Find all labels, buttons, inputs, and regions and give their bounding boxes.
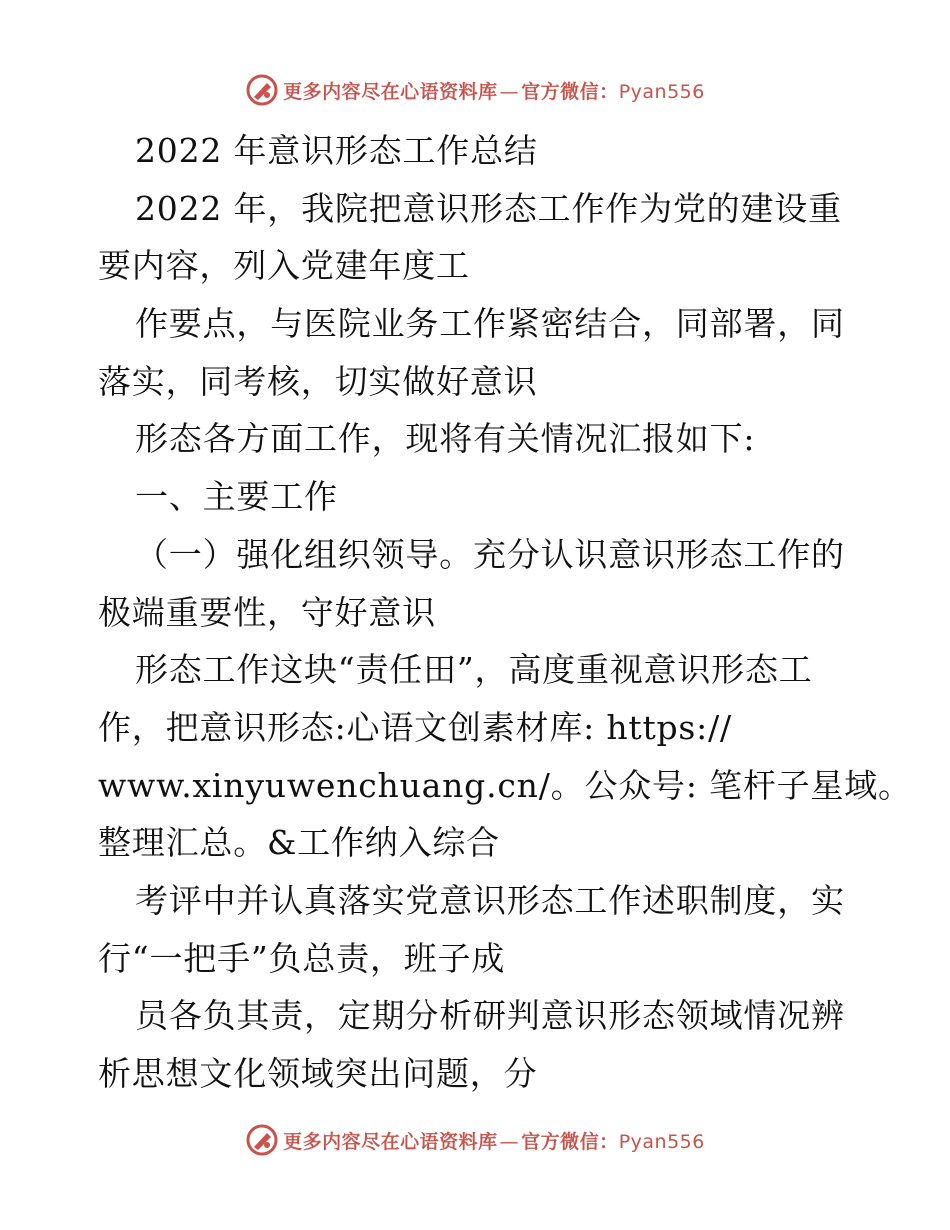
paragraph-line: 落实，同考核，切实做好意识 [98, 361, 538, 401]
header-watermark-banner [0, 70, 950, 110]
section-heading: 一、主要工作 [135, 477, 338, 517]
banner-text: 更多内容尽在心语资料库 — 官方微信：Pyan556 [283, 1130, 705, 1153]
paragraph-line: www.xinyuwenchuang.cn/。公众号: 笔杆子星域。 [98, 765, 912, 805]
paragraph-line: （一）强化组织领导。充分认识意识形态工作的 [135, 534, 845, 574]
paragraph-line: 2022 年，我院把意识形态工作作为党的建设重 [135, 188, 842, 228]
paragraph-line: 行“一把手”负总责，班子成 [98, 938, 506, 978]
paragraph-line: 形态工作这块“责任田”，高度重视意识形态工 [135, 650, 813, 690]
paragraph-line: 考评中并认真落实党意识形态工作述职制度，实 [135, 880, 845, 920]
paragraph-line: 整理汇总。&工作纳入综合 [98, 823, 500, 863]
footer-watermark-banner [0, 1120, 950, 1160]
document-body [98, 122, 912, 1103]
pen-nib-logo-icon [245, 73, 279, 107]
paragraph-line: 作，把意识形态:心语文创素材库: https:// [98, 707, 732, 747]
pen-nib-logo-icon [245, 1123, 279, 1157]
paragraph-line: 极端重要性，守好意识 [98, 592, 436, 632]
paragraph-line: 形态各方面工作，现将有关情况汇报如下: [135, 419, 756, 459]
paragraph-line: 要内容，列入党建年度工 [98, 246, 470, 286]
paragraph-line: 析思想文化领域突出问题，分 [98, 1054, 538, 1093]
paragraph-line: 作要点，与医院业务工作紧密结合，同部署，同 [135, 304, 845, 344]
paragraph-line: 员各负其责，定期分析研判意识形态领域情况辨 [135, 996, 845, 1036]
doc-title: 2022 年意识形态工作总结 [135, 131, 538, 170]
banner-text: 更多内容尽在心语资料库 — 官方微信：Pyan556 [283, 80, 705, 103]
